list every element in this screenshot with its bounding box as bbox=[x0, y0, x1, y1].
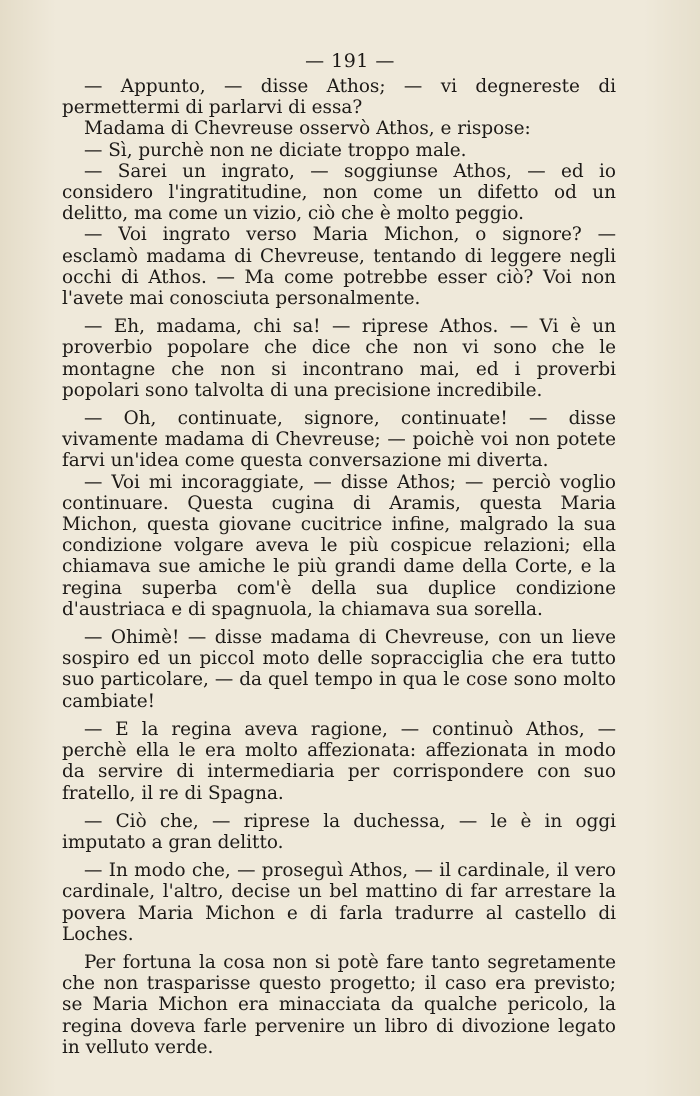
paragraph-11: — Ciò che, — riprese la duchessa, — le è in oggi imputato a gran delitto. bbox=[62, 810, 616, 853]
paragraph-1: — Appunto, — disse Athos; — vi degnereste di permettermi di parlarvi di essa? bbox=[62, 76, 616, 119]
paragraph-9: — Ohimè! — disse madama di Chevreuse, con un lieve sospiro ed un piccol moto delle sopracciglia che era tutto suo particolare, — da quel tempo in qua le cose sono molto cambiate! bbox=[62, 627, 616, 712]
paragraph-5: — Voi ingrato verso Maria Michon, o signore? — esclamò madama di Chevreuse, tentando di leggere negli occhi di Athos. — Ma come potrebbe esser ciò? Voi non l'avete mai conosciuta personalmente. bbox=[62, 224, 616, 310]
paragraph-3: — Sì, purchè non ne diciate troppo male. bbox=[84, 139, 467, 161]
paragraph-6: — Eh, madama, chi sa! — riprese Athos. — Vi è un proverbio popolare che dice che non vi sono che le montagne che non si incontrano mai, ed i proverbi popolari sono talvolta di una precisione incredibile. bbox=[62, 316, 616, 401]
body-text bbox=[62, 76, 616, 1058]
paragraph-2: Madama di Chevreuse osservò Athos, e rispose: bbox=[84, 118, 531, 140]
paragraph-7: — Oh, continuate, signore, continuate! — disse vivamente madama di Chevreuse; — poichè voi non potete farvi un'idea come questa conversazione mi diverta. bbox=[62, 408, 616, 472]
paragraph-4: — Sarei un ingrato, — soggiunse Athos, — ed io considero l'ingratitudine, non come un difetto od un delitto, ma come un vizio, ciò che è molto peggio. bbox=[62, 160, 616, 225]
paragraph-10: — E la regina aveva ragione, — continuò Athos, — perchè ella le era molto affezionata: affezionata in modo da servire di intermediaria per corrispondere con suo fratello, il re di Spagna. bbox=[62, 718, 616, 804]
paragraph-12: — In modo che, — proseguì Athos, — il cardinale, il vero cardinale, l'altro, decise un bel mattino di far arrestare la povera Maria Michon e di farla tradurre al castello di Loches. bbox=[62, 860, 616, 945]
paragraph-13: Per fortuna la cosa non si potè fare tanto segretamente che non trasparisse questo progetto; il caso era previsto; se Maria Michon era minacciata da qualche pericolo, la regina doveva farle pervenire un libro di divozione legato in velluto verde. bbox=[62, 951, 616, 1058]
page-number: — 191 — bbox=[305, 50, 395, 72]
paragraph-8: — Voi mi incoraggiate, — disse Athos; — perciò voglio continuare. Questa cugina di Aramis, questa Maria Michon, questa giovane cucitrice infine, malgrado la sua condizione volgare aveva le più cospicue relazioni; ella chiamava sue amiche le più grandi dame della Corte, e la regina superba com'è della sua duplice condizione d'austriaca e di spagnuola, la chiamava sua sorella. bbox=[62, 471, 616, 620]
